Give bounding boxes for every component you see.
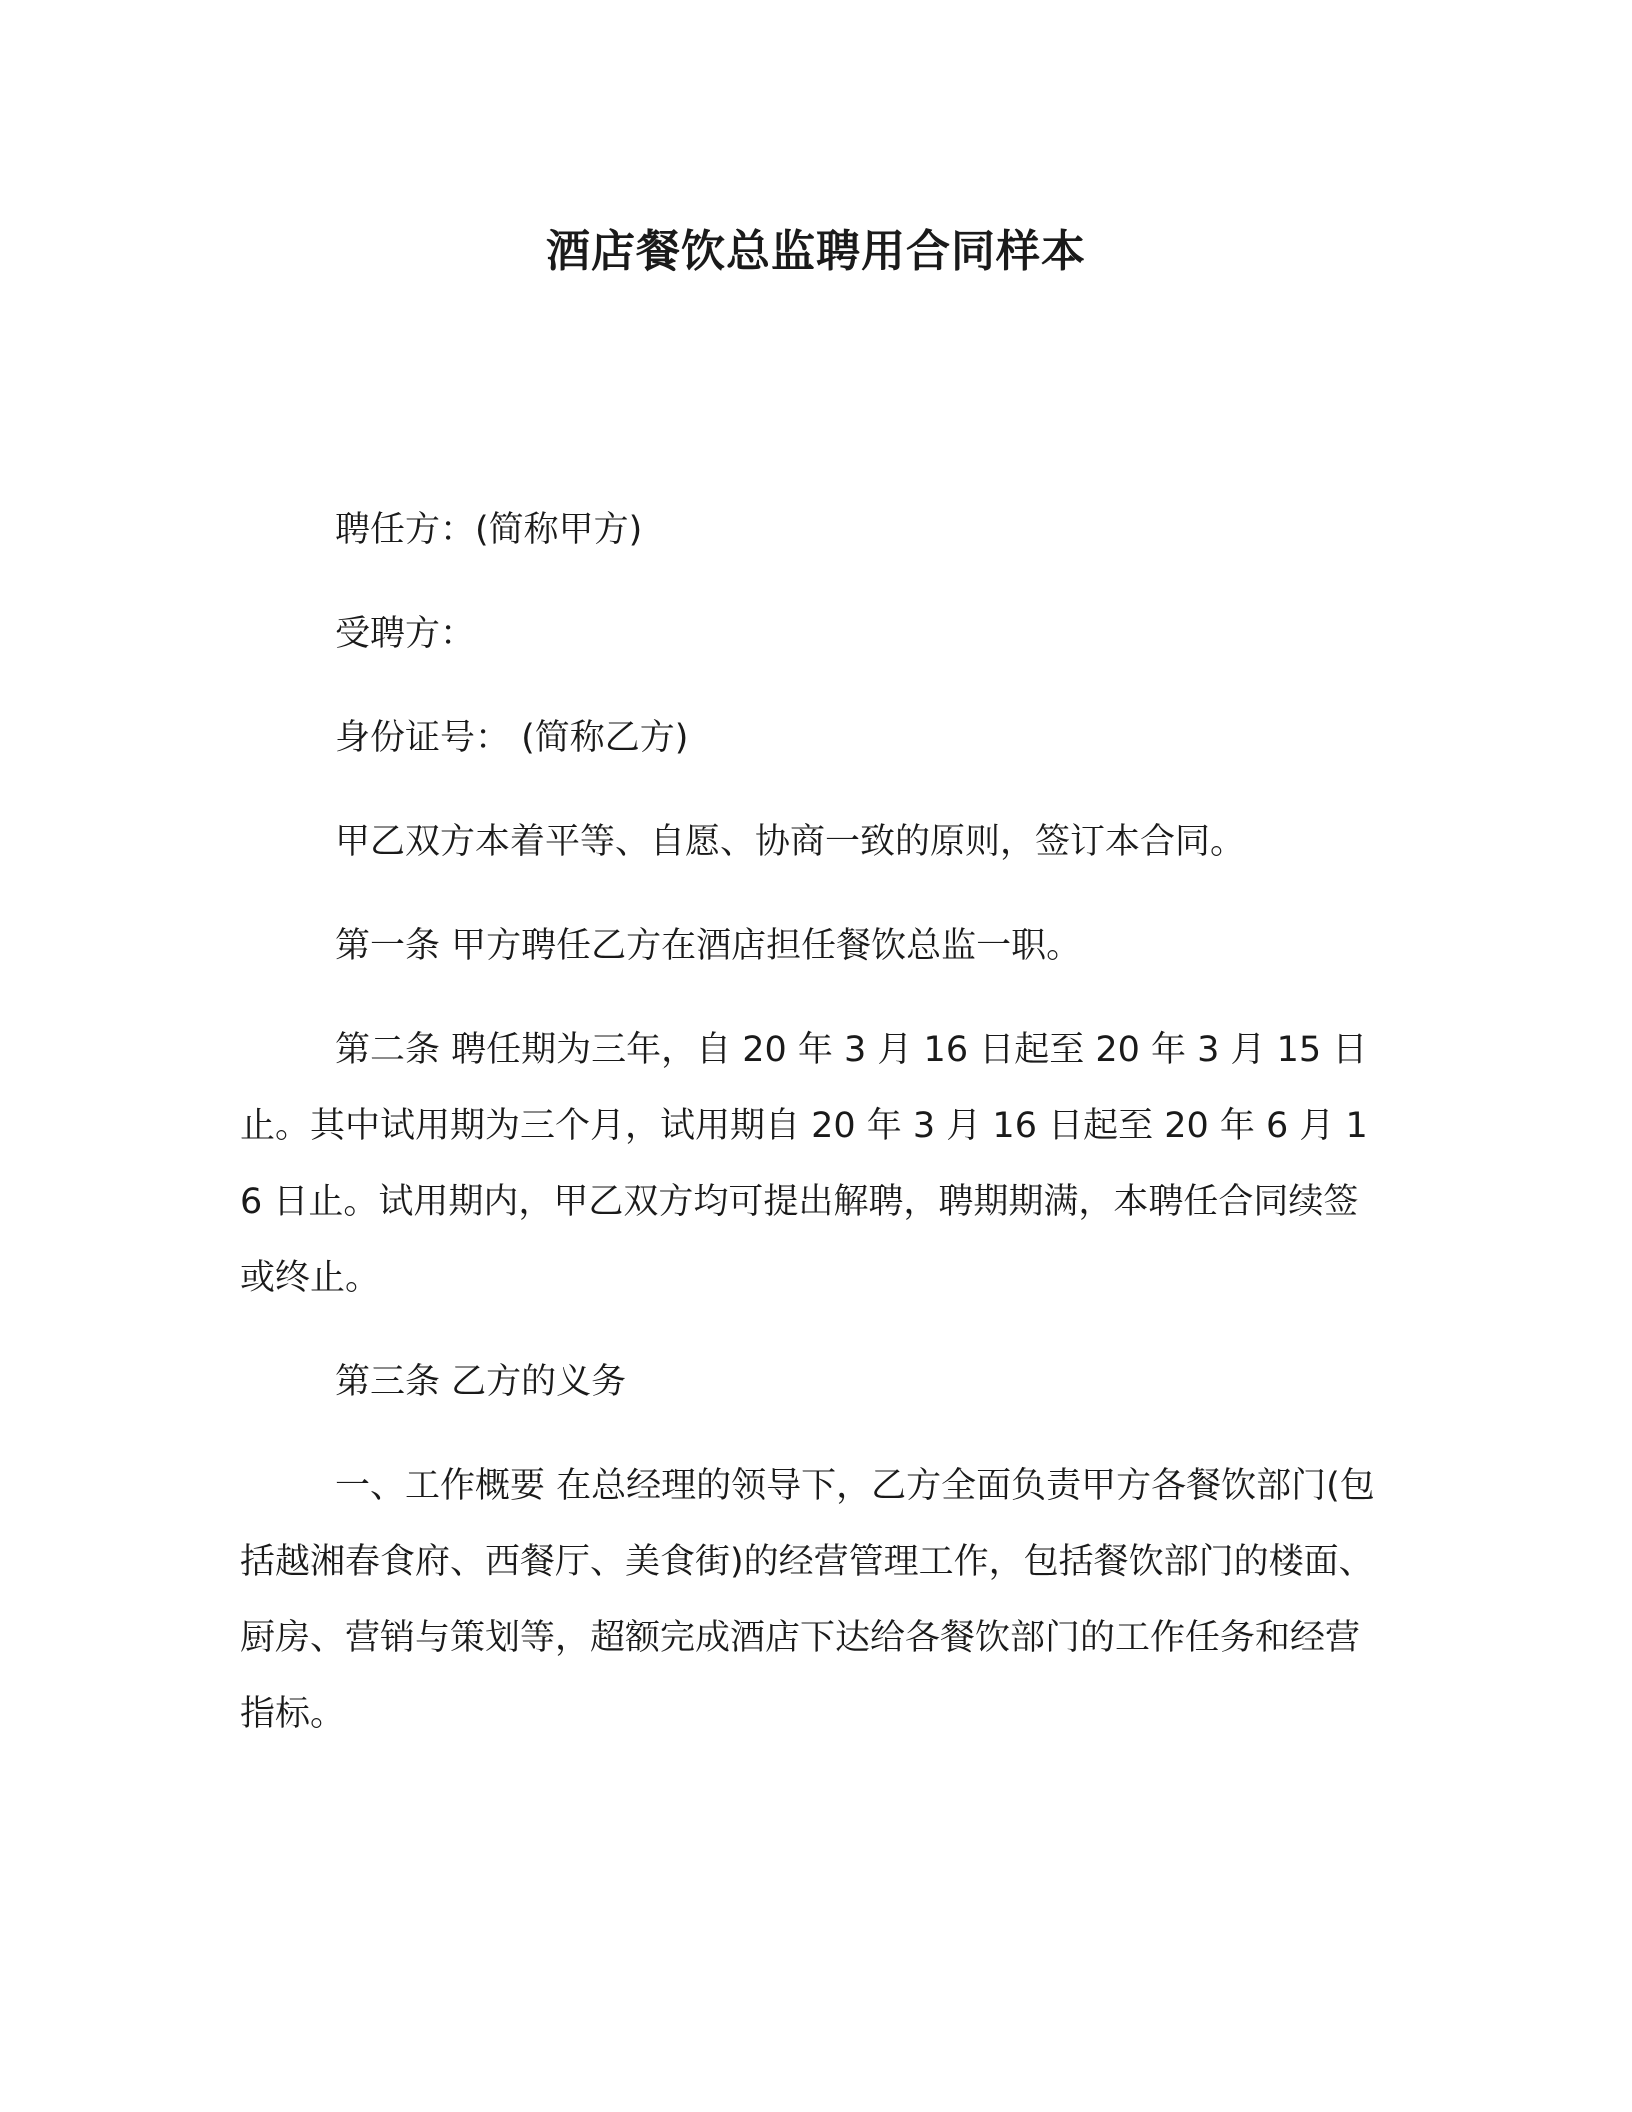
paragraph-employee: 受聘方： <box>335 614 476 654</box>
paragraph-id-number: 身份证号： (简称乙方) <box>335 718 689 758</box>
paragraph-employer: 聘任方：(简称甲方) <box>335 510 643 550</box>
document-body <box>240 492 1380 1780</box>
paragraph-article-3-heading: 第三条 乙方的义务 <box>335 1362 627 1402</box>
paragraph-principle: 甲乙双方本着平等、自愿、协商一致的原则，签订本合同。 <box>335 822 1246 862</box>
paragraph-article-2: 第二条 聘任期为三年，自 20 年 3 月 16 日起至 20 年 3 月 15 日止。其中试用期为三个月，试用期自 20 年 3 月 16 日起至 20 年 6 月 16 日止。试用期内，甲乙双方均可提出解聘，聘期期满，本聘任合同续签或终止。 <box>240 1030 1368 1298</box>
paragraph-article-1: 第一条 甲方聘任乙方在酒店担任餐饮总监一职。 <box>335 926 1082 966</box>
paragraph-work-overview: 一、工作概要 在总经理的领导下，乙方全面负责甲方各餐饮部门(包括越湘春食府、西餐厅、美食街)的经营管理工作，包括餐饮部门的楼面、厨房、营销与策划等，超额完成酒店下达给各餐饮部门的工作任务和经营指标。 <box>240 1466 1375 1734</box>
document-title: 酒店餐饮总监聘用合同样本 <box>546 226 1086 277</box>
